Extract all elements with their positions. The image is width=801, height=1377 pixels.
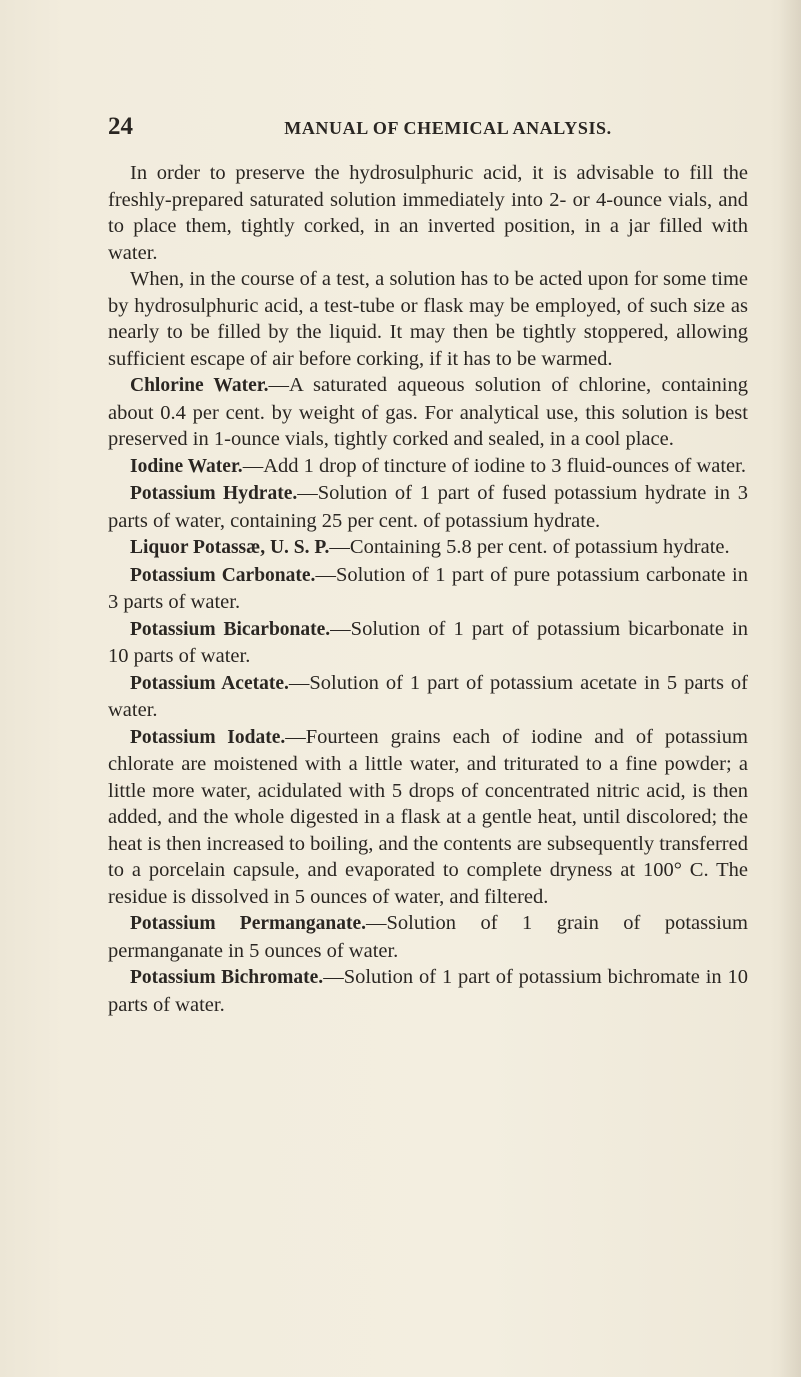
entry-text: —Solution of 1 part of potassium bichromate in 10 parts of water. bbox=[108, 966, 748, 1016]
entry-text: —Solution of 1 part of pure potassium carbonate in 3 parts of water. bbox=[108, 563, 748, 613]
entry-text: —Solution of 1 part of potassium acetate in 5 parts of water. bbox=[108, 671, 748, 721]
entry-title: Potassium Bichromate. bbox=[130, 967, 324, 988]
entry-title: Iodine Water. bbox=[130, 455, 243, 477]
reagent-entry bbox=[108, 480, 748, 534]
entry-title: Potassium Acetate. bbox=[130, 672, 289, 694]
reagent-entry bbox=[108, 964, 748, 1018]
entry-title: Potassium Iodate. bbox=[130, 726, 286, 748]
entry-title: Chlorine Water. bbox=[130, 375, 269, 396]
paragraph-text: In order to preserve the hydrosulphuric acid, it is advisable to fill the freshly-prepared saturated solution immediately into 2- or 4-ounce vials, and to place them, tightly corked, in an inverted position, in a jar filled with water. bbox=[108, 162, 748, 264]
reagent-entry bbox=[108, 616, 748, 670]
entry-title: Liquor Potassæ, U. S. P. bbox=[130, 537, 330, 558]
entry-text: —Containing 5.8 per cent. of potassium hydrate. bbox=[329, 536, 730, 558]
page-number: 24 bbox=[108, 113, 133, 140]
body-text bbox=[108, 160, 748, 1018]
entry-title: Potassium Permanganate. bbox=[130, 913, 366, 934]
entry-text: —Solution of 1 grain of potassium permanganate in 5 ounces of water. bbox=[108, 912, 748, 962]
running-head: MANUAL OF CHEMICAL ANALYSIS. bbox=[284, 118, 612, 138]
paragraph bbox=[108, 266, 748, 372]
reagent-entry bbox=[108, 910, 748, 964]
reagent-entry bbox=[108, 670, 748, 724]
reagent-entry bbox=[108, 724, 748, 911]
reagent-entry bbox=[108, 562, 748, 616]
entry-text: —Add 1 drop of tincture of iodine to 3 fluid-ounces of water. bbox=[242, 454, 746, 477]
entry-title: Potassium Hydrate. bbox=[130, 483, 298, 504]
paragraph-text: When, in the course of a test, a solution has to be acted upon for some time by hydrosulphuric acid, a test-tube or flask may be employed, of such size as nearly to be filled by the liquid. It may then be tightly stoppered, allowing sufficient escape of air before corking, if it has to be warmed. bbox=[108, 268, 748, 370]
entry-text: —Solution of 1 part of potassium bicarbonate in 10 parts of water. bbox=[108, 617, 748, 667]
reagent-entry bbox=[108, 453, 748, 481]
entry-title: Potassium Bicarbonate. bbox=[130, 618, 331, 640]
paragraph bbox=[108, 160, 748, 266]
entry-title: Potassium Carbonate. bbox=[130, 564, 316, 586]
page-edge-shadow bbox=[779, 0, 801, 1377]
page-header bbox=[108, 114, 748, 140]
entry-text: —A saturated aqueous solution of chlorine, containing about 0.4 per cent. by weight of gas. For analytical use, this solution is best preserved in 1-ounce vials, tightly corked and sealed, in a cool place. bbox=[108, 374, 748, 450]
reagent-entry bbox=[108, 372, 748, 453]
entry-text: —Fourteen grains each of iodine and of potassium chlorate are moistened with a little water, and triturated to a fine powder; a little more water, acidulated with 5 drops of concentrated nitric acid, is then added, and the whole digested in a flask at a gentle heat, until discolored; the heat is then increased to boiling, and the contents are subsequently transferred to a porcelain capsule, and evaporated to complete dryness at 100° C. The residue is dissolved in 5 ounces of water, and filtered. bbox=[108, 725, 749, 908]
reagent-entry bbox=[108, 534, 748, 562]
entry-text: —Solution of 1 part of fused potassium hydrate in 3 parts of water, containing 25 per cent. of potassium hydrate. bbox=[108, 482, 748, 532]
